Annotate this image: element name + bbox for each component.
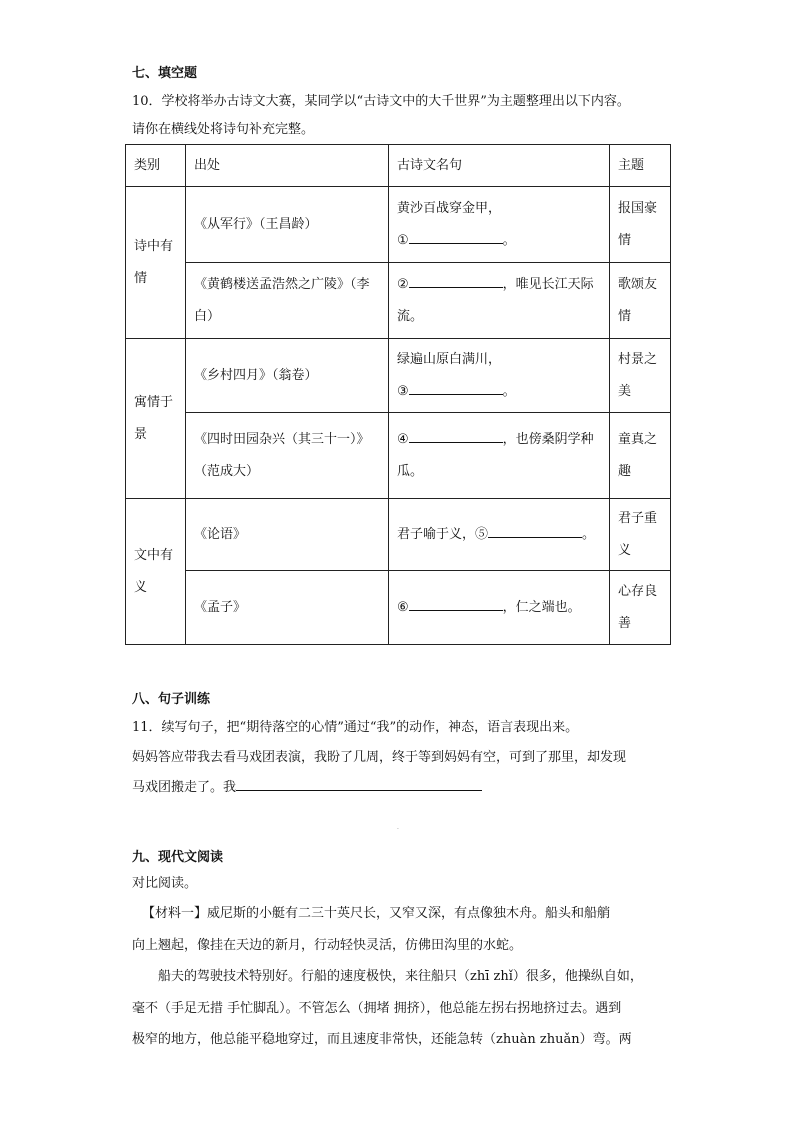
table-row <box>126 571 671 645</box>
answer-blank-4[interactable] <box>409 428 503 443</box>
source-cell: 《孟子》 <box>186 571 389 645</box>
quote-cell: 黄沙百战穿金甲， ① 。 <box>389 187 610 263</box>
theme-cell: 报国豪 情 <box>610 187 671 263</box>
quote-cell: 君子喻于义，⑤ 。 <box>389 499 610 571</box>
category-cell: 寓情于 景 <box>126 339 186 499</box>
table-row <box>126 263 671 339</box>
table-row <box>126 499 671 571</box>
material-2-line-2: 毫不（手足无措 手忙脚乱）。不管怎么（拥堵 拥挤），他总能左拐右拐地挤过去。遇到 <box>132 1000 622 1016</box>
question-11-line-1: 11．续写句子，把“期待落空的心情”通过“我”的动作，神态，语言表现出来。 <box>132 720 579 735</box>
theme-cell: 君子重 义 <box>610 499 671 571</box>
quote-cell: ② ，唯见长江天际 流。 <box>389 263 610 339</box>
source-cell: 《黄鹤楼送孟浩然之广陵》（李 白） <box>186 263 389 339</box>
answer-blank-5[interactable] <box>488 523 582 538</box>
question-10-line-2: 请你在横线处将诗句补充完整。 <box>132 122 315 137</box>
theme-cell: 心存良 善 <box>610 571 671 645</box>
quote-cell: ⑥ ，仁之端也。 <box>389 571 610 645</box>
category-cell: 文中有 义 <box>126 499 186 645</box>
answer-blank-1[interactable] <box>409 229 503 244</box>
section-8-title: 八、句子训练 <box>132 692 211 707</box>
poem-table <box>125 144 671 645</box>
source-cell: 《从军行》（王昌龄） <box>186 187 389 263</box>
question-11-line-3: 马戏团搬走了。我 <box>132 776 482 795</box>
quote-cell: 绿遍山原白满川， ③ 。 <box>389 339 610 413</box>
header-source: 出处 <box>186 145 389 187</box>
section-9-title: 九、现代文阅读 <box>132 850 224 865</box>
table-row <box>126 339 671 413</box>
page-speck: · <box>397 826 399 833</box>
reading-material <box>132 898 662 1056</box>
source-cell: 《论语》 <box>186 499 389 571</box>
answer-blank-11[interactable] <box>236 776 482 791</box>
material-2-line-3: 极窄的地方，他总能平稳地穿过，而且速度非常快，还能急转（zhuàn zhuǎn）弯。两 <box>132 1032 632 1047</box>
answer-blank-2[interactable] <box>409 273 503 288</box>
question-10-line-1: 10．学校将举办古诗文大赛，某同学以“古诗文中的大千世界”为主题整理出以下内容。 <box>132 94 630 109</box>
answer-blank-6[interactable] <box>409 596 503 611</box>
answer-blank-3[interactable] <box>409 380 503 395</box>
material-2-line-1: 船夫的驾驶技术特别好。行船的速度极快，来往船只（zhī zhǐ）很多，他操纵自如， <box>158 969 643 984</box>
category-cell: 诗中有 情 <box>126 187 186 339</box>
header-theme: 主题 <box>610 145 671 187</box>
section-7-title: 七、填空题 <box>132 66 198 81</box>
header-category: 类别 <box>126 145 186 187</box>
question-11-line-2: 妈妈答应带我去看马戏团表演，我盼了几周，终于等到妈妈有空，可到了那里，却发现 <box>132 750 627 765</box>
table-header-row <box>126 145 671 187</box>
source-cell: 《乡村四月》（翁卷） <box>186 339 389 413</box>
header-quote: 古诗文名句 <box>389 145 610 187</box>
theme-cell: 童真之 趣 <box>610 413 671 499</box>
quote-cell: ④ ，也傍桑阴学种 瓜。 <box>389 413 610 499</box>
reading-intro: 对比阅读。 <box>132 876 198 891</box>
table-row <box>126 413 671 499</box>
material-1-line-2: 向上翘起，像挂在天边的新月，行动轻快灵活，仿佛田沟里的水蛇。 <box>132 937 523 953</box>
theme-cell: 歌颂友 情 <box>610 263 671 339</box>
theme-cell: 村景之 美 <box>610 339 671 413</box>
material-1-line-1: 【材料一】威尼斯的小艇有二三十英尺长，又窄又深，有点像独木舟。船头和船艄 <box>142 906 611 921</box>
source-cell: 《四时田园杂兴（其三十一）》 （范成大） <box>186 413 389 499</box>
table-row <box>126 187 671 263</box>
